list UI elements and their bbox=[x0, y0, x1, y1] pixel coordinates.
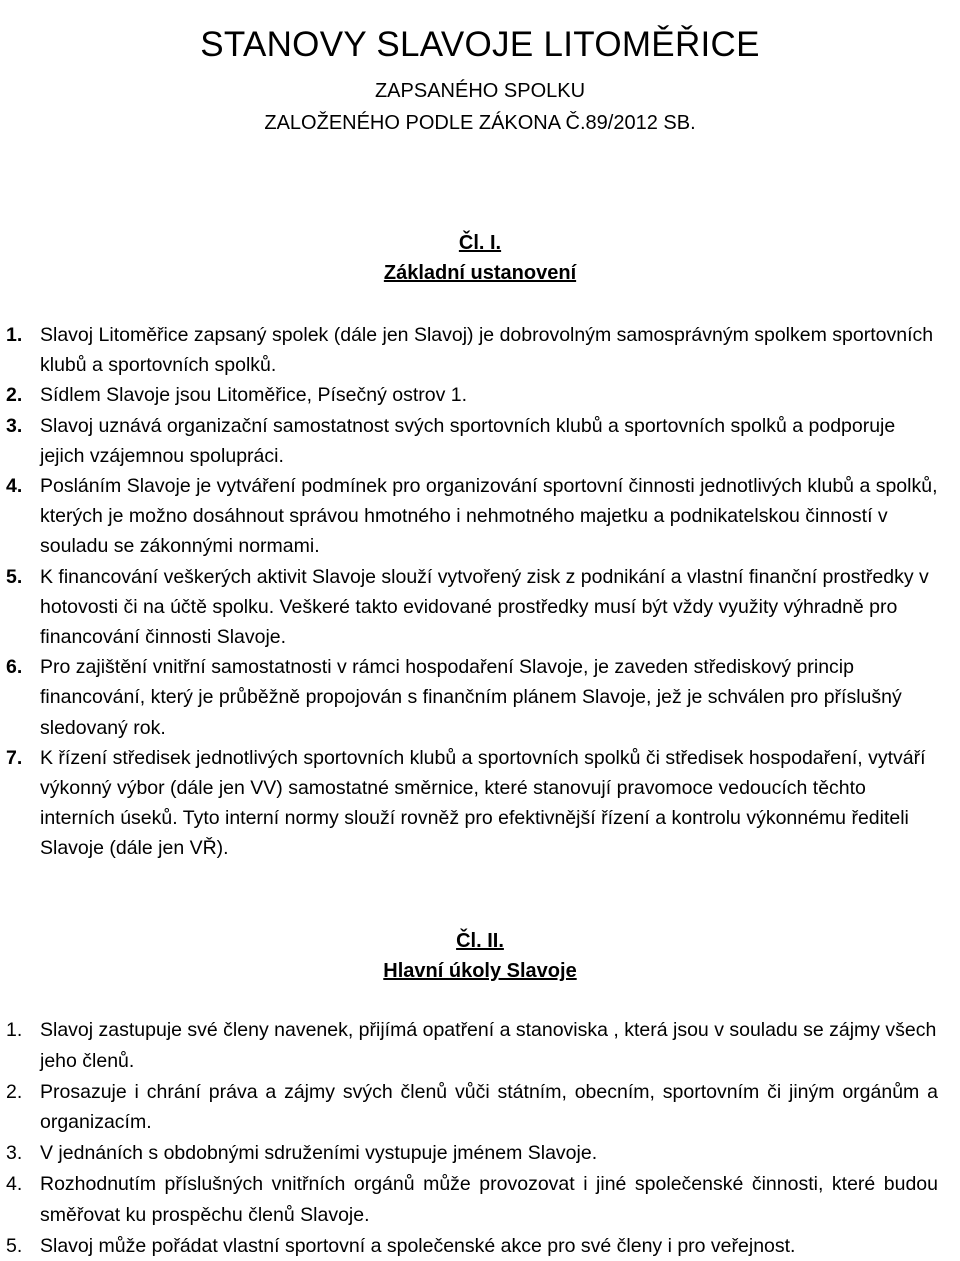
item-number: 6. bbox=[6, 656, 23, 679]
item-number: 5. bbox=[6, 565, 23, 588]
list-item bbox=[0, 1138, 940, 1169]
list-item bbox=[0, 1077, 940, 1139]
article-1-number: Čl. I. bbox=[458, 232, 502, 254]
list-item bbox=[0, 411, 940, 471]
item-text: Rozhodnutím příslušných vnitřních orgánů může provozovat i jiné společenské činnosti, které budou směřovat ku prospěchu členů Slavoje. bbox=[40, 1172, 938, 1226]
item-number: 4. bbox=[6, 475, 23, 498]
item-number: 1. bbox=[6, 1019, 23, 1041]
list-item bbox=[0, 562, 940, 653]
list-item bbox=[0, 471, 940, 562]
document-title: STANOVY SLAVOJE LITOMĚŘICE bbox=[200, 25, 760, 65]
item-number: 3. bbox=[6, 1142, 23, 1165]
item-number: 4. bbox=[6, 1172, 23, 1195]
item-number: 1. bbox=[6, 324, 23, 346]
list-item bbox=[0, 1169, 940, 1231]
article-2-heading: Hlavní úkoly Slavoje bbox=[383, 960, 577, 982]
item-number: 3. bbox=[6, 414, 23, 437]
item-text: Slavoj může pořádat vlastní sportovní a společenské akce pro své členy i pro veřejnost. bbox=[40, 1234, 796, 1257]
item-text: Slavoj zastupuje své členy navenek, přijímá opatření a stanoviska , která jsou v souladu se zájmy všech jeho členů. bbox=[40, 1019, 937, 1072]
list-item bbox=[0, 1231, 940, 1261]
list-item bbox=[0, 652, 940, 743]
item-number: 7. bbox=[6, 746, 23, 769]
item-text: V jednáních s obdobnými sdruženími vystupuje jménem Slavoje. bbox=[40, 1142, 598, 1165]
item-text: Pro zajištění vnitřní samostatnosti v rámci hospodaření Slavoje, je zaveden střediskový princip financování, který je průběžně propojován s finančním plánem Slavoje, jež je schválen pro příslušný sledovaný rok. bbox=[40, 656, 902, 739]
subtitle-line-1: ZAPSANÉHO SPOLKU bbox=[374, 80, 586, 102]
item-text: Prosazuje i chrání práva a zájmy svých členů vůči státním, obecním, sportovním či jiným orgánům a organizacím. bbox=[40, 1080, 938, 1134]
item-text: K financování veškerých aktivit Slavoje slouží vytvořený zisk z podnikání a vlastní finanční prostředky v hotovosti či na účtě spolku. Veškeré takto evidované prostředky musí být vždy využity výhradně pro financování činnosti Slavoje. bbox=[40, 565, 929, 649]
item-text: Posláním Slavoje je vytváření podmínek pro organizování sportovní činnosti jednotlivých klubů a spolků, kterých je možno dosáhnout správou hmotného i nehmotného majetku a podnikatelskou činností v souladu se zákonnými normami. bbox=[40, 475, 938, 558]
list-item bbox=[0, 320, 940, 380]
item-text: Sídlem Slavoje jsou Litoměřice, Písečný ostrov 1. bbox=[40, 384, 468, 407]
list-item bbox=[0, 1015, 940, 1077]
item-text: Slavoj uznává organizační samostatnost svých sportovních klubů a sportovních spolků a podporuje jejich vzájemnou spolupráci. bbox=[40, 414, 896, 467]
item-text: Slavoj Litoměřice zapsaný spolek (dále jen Slavoj) je dobrovolným samosprávným spolkem sportovních klubů a sportovních spolků. bbox=[40, 324, 934, 377]
item-number: 5. bbox=[6, 1234, 23, 1257]
item-text: K řízení středisek jednotlivých sportovních klubů a sportovních spolků či středisek hospodaření, vytváří výkonný výbor (dále jen VV) samostatné směrnice, které stanovují pravomoce vedoucích těchto interních úseků. Tyto interní normy slouží rovněž pro efektivnější řízení a kontrolu výkonnému řediteli Slavoje (dále jen VŘ). bbox=[40, 746, 926, 860]
item-number: 2. bbox=[6, 1080, 23, 1103]
article-1-heading: Základní ustanovení bbox=[383, 262, 577, 284]
subtitle-line-2: ZALOŽENÉHO PODLE ZÁKONA Č.89/2012 SB. bbox=[264, 112, 696, 134]
list-item bbox=[0, 743, 940, 864]
article-2-list bbox=[0, 1015, 940, 1261]
article-1-list bbox=[0, 320, 940, 864]
article-2-number: Čl. II. bbox=[456, 930, 504, 952]
list-item bbox=[0, 380, 940, 410]
item-number: 2. bbox=[6, 384, 23, 407]
